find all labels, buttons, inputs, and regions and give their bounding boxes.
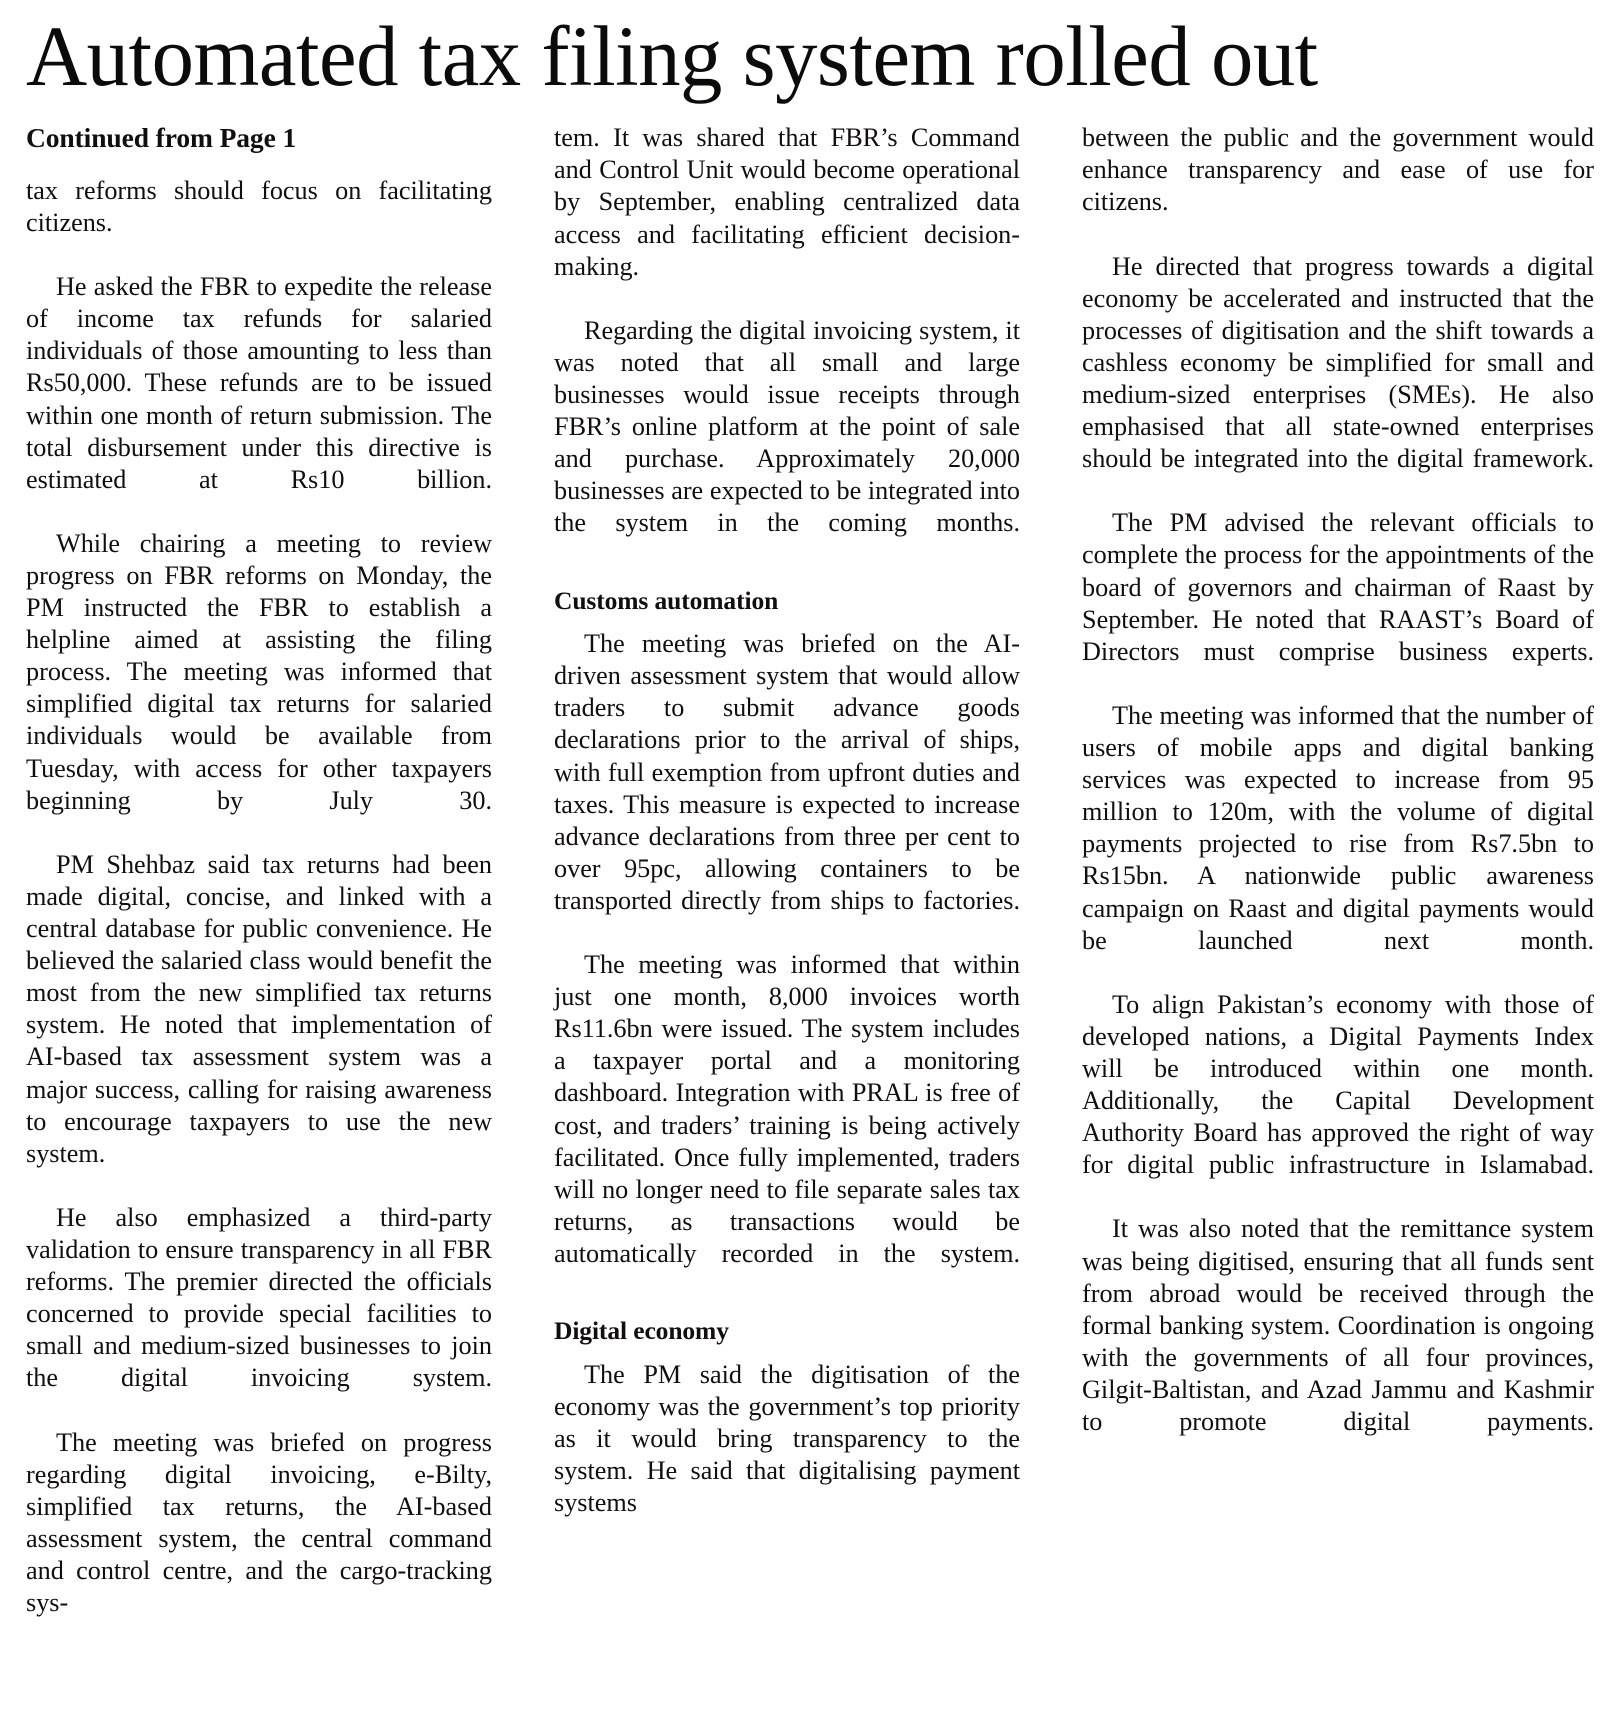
article-paragraph: The PM advised the relevant officials to complete the process for the appointments of the board of governors and chairman of Raast by September. He noted that RAAST’s Board of Directors must comprise business experts. [1082, 508, 1594, 666]
article-paragraph: PM Shehbaz said tax returns had been made digital, concise, and linked with a central database for public convenience. He believed the salaried class would benefit the most from the new simplified tax returns system. He noted that implementation of AI-based tax assessment system was a major success, calling for raising awareness to encourage taxpayers to use the new system. [26, 849, 492, 1168]
article-paragraph: It was also noted that the remittance system was being digitised, ensuring that all funds sent from abroad would be received through the formal banking system. Coordination is ongoing with the governments of all four provinces, Gilgit-Baltistan, and Azad Jammu and Kashmir to promote digital payments. [1082, 1214, 1594, 1437]
article-paragraph: The PM said the digitisation of the economy was the government’s top priority as it would bring transparency to the system. He said that digitalising payment systems [554, 1359, 1020, 1518]
column-3 [1082, 122, 1594, 1470]
newspaper-page [0, 8, 1610, 1712]
article-paragraph: To align Pakistan’s economy with those of developed nations, a Digital Payments Index will be introduced within one month. Additionally, the Capital Development Authority Board has approved the right of way for digital public infrastructure in Islamabad. [1082, 989, 1594, 1180]
article-paragraph: He directed that progress towards a digital economy be accelerated and instructed that the processes of digitisation and the shift towards a cashless economy be simplified for small and medium-sized enterprises (SMEs). He also emphasised that all state-owned enterprises should be integrated into the digital framework. [1082, 251, 1594, 474]
article-paragraph: The meeting was briefed on the AI-driven assessment system that would allow traders to submit advance goods declarations prior to the arrival of ships, with full exemption from upfront duties and taxes. This measure is expected to increase advance declarations from three per cent to over 95pc, allowing containers to be transported directly from ships to factories. [554, 629, 1020, 915]
article-columns [26, 122, 1594, 1651]
article-paragraph: He asked the FBR to expedite the release of income tax refunds for salaried individuals of those amounting to less than Rs50,000. These refunds are to be issued within one month of return submission. The total disbursement under this directive is estimated at Rs10 billion. [26, 272, 492, 494]
column-2-body [554, 122, 1020, 1551]
article-paragraph: The meeting was informed that the number of users of mobile apps and digital banking services was expected to increase from 95 million to 120m, with the volume of digital payments projected to rise from Rs7.5bn to Rs15bn. A nationwide public awareness campaign on Raast and digital payments would be launched next month. [1082, 700, 1594, 955]
column-1-body [26, 175, 492, 1651]
column-3-body [1082, 122, 1594, 1470]
article-paragraph: He also emphasized a third-party validation to ensure transparency in all FBR reforms. The premier directed the officials concerned to provide special facilities to small and medium-sized businesses to join the digital invoicing system. [26, 1202, 492, 1393]
article-paragraph: Regarding the digital invoicing system, it was noted that all small and large businesses would issue receipts through FBR’s online platform at the point of sale and purchase. Approximately 20,000 businesses are expected to be integrated into the system in the coming months. [554, 315, 1020, 538]
article-paragraph: The meeting was briefed on progress regarding digital invoicing, e-Bilty, simplified tax returns, the AI-based assessment system, the central command and control centre, and the cargo-tracking sys- [26, 1427, 492, 1618]
column-1 [26, 122, 492, 1651]
section-subhead: Digital economy [554, 1316, 729, 1346]
article-paragraph: tem. It was shared that FBR’s Command and Control Unit would become operational by September, enabling centralized data access and facilitating efficient decision-making. [554, 123, 1020, 281]
column-2 [554, 122, 1020, 1551]
article-paragraph: The meeting was informed that within just one month, 8,000 invoices worth Rs11.6bn were issued. The system includes a taxpayer portal and a monitoring dashboard. Integration with PRAL is free of cost, and traders’ training is being actively facilitated. Once fully implemented, traders will no longer need to file separate sales tax returns, as transactions would be automatically recorded in the system. [554, 950, 1020, 1268]
article-paragraph: While chairing a meeting to review progress on FBR reforms on Monday, the PM instructed the FBR to establish a helpline aimed at assisting the filing process. The meeting was informed that simplified digital tax returns for salaried individuals would be available from Tuesday, with access for other taxpayers beginning by July 30. [26, 528, 492, 815]
page-title: Automated tax filing system rolled out [26, 8, 1318, 104]
section-subhead: Customs automation [554, 585, 779, 615]
article-paragraph: between the public and the government would enhance transparency and ease of use for citizens. [1082, 123, 1594, 217]
continued-from-kicker: Continued from Page 1 [26, 122, 297, 154]
article-paragraph: tax reforms should focus on facilitating citizens. [26, 175, 492, 237]
